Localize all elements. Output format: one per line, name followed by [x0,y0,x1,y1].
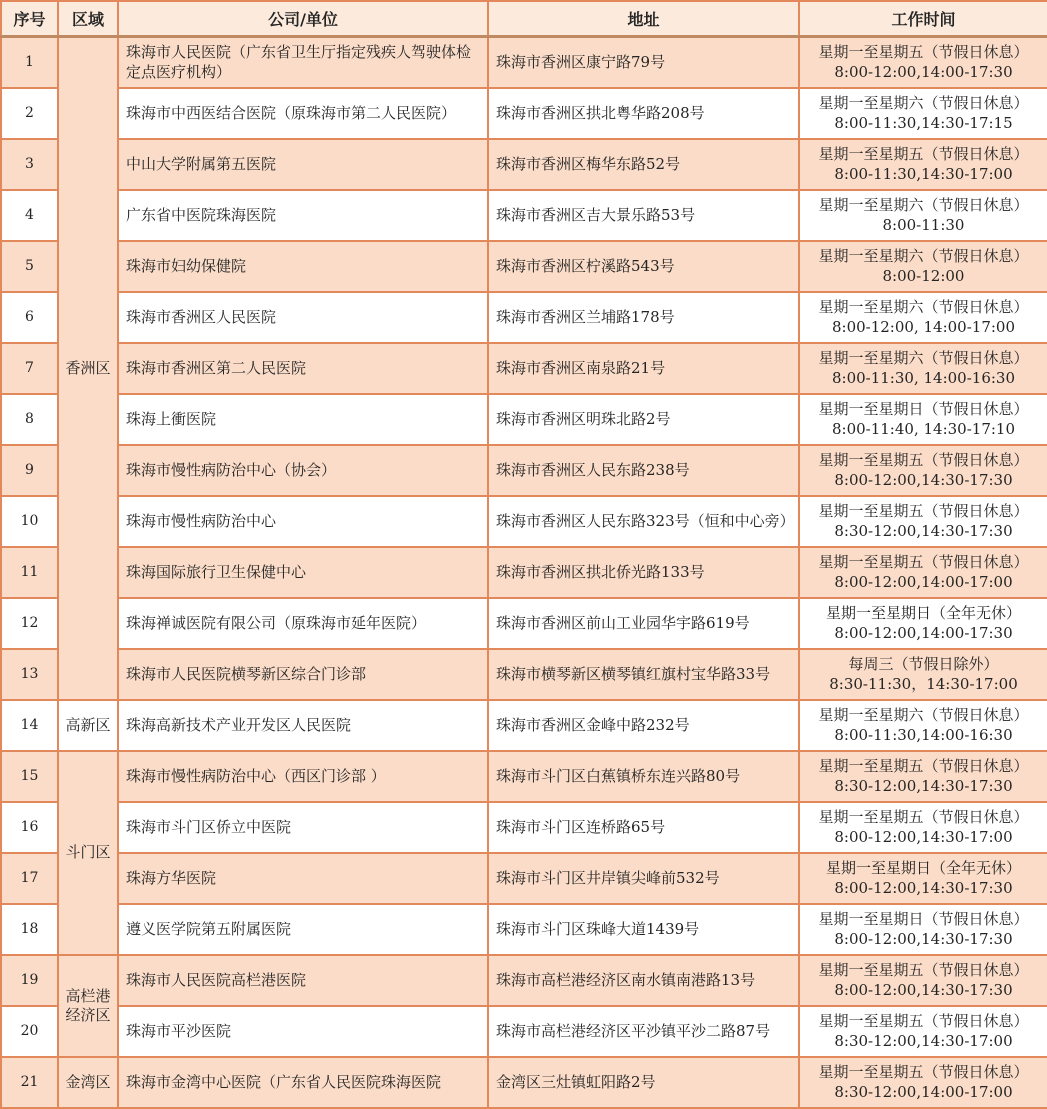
working-hours-text: 8:00-12:00, 14:00-17:00 [831,317,1016,336]
working-days-text: 每周三（节假日除外） [848,655,999,673]
working-hours-text: 8:30-12:00,14:30-17:00 [834,1031,1013,1050]
company-cell: 珠海市人民医院横琴新区综合门诊部 [118,649,488,700]
working-hours-cell [799,853,1047,904]
working-hours-cell [799,496,1047,547]
header-row [1,1,1047,37]
table-body [1,37,1047,1109]
address-cell: 珠海市香洲区柠溪路543号 [488,241,799,292]
table-header [1,1,1047,37]
company-cell: 珠海市妇幼保健院 [118,241,488,292]
table-row [1,598,1047,649]
table-row [1,853,1047,904]
working-hours-text: 8:00-11:40, 14:30-17:10 [831,419,1016,438]
table-row [1,139,1047,190]
table-row [1,445,1047,496]
working-hours-text: 8:00-12:00,14:00-17:30 [834,623,1013,642]
working-hours-cell [799,37,1047,89]
company-cell: 广东省中医院珠海医院 [118,190,488,241]
company-cell: 珠海市香洲区人民医院 [118,292,488,343]
working-hours-text: 8:00-12:00,14:30-17:30 [834,929,1013,948]
working-days-text: 星期一至星期五（节假日休息） [818,1012,1029,1030]
company-cell: 珠海禅诚医院有限公司（原珠海市延年医院） [118,598,488,649]
row-number-cell: 12 [1,598,58,649]
table-row [1,88,1047,139]
company-cell: 珠海市中西医结合医院（原珠海市第二人民医院） [118,88,488,139]
address-cell: 珠海市香洲区梅华东路52号 [488,139,799,190]
row-number-cell: 6 [1,292,58,343]
company-cell: 珠海市慢性病防治中心（协会） [118,445,488,496]
table-row [1,1057,1047,1108]
working-hours-text: 8:30-12:00,14:30-17:30 [834,776,1013,795]
row-number-cell: 8 [1,394,58,445]
company-cell: 珠海国际旅行卫生保健中心 [118,547,488,598]
working-days-text: 星期一至星期六（节假日休息） [818,196,1029,214]
working-days-text: 星期一至星期日（全年无休） [825,859,1021,877]
row-number-cell: 18 [1,904,58,955]
district-cell: 高新区 [58,700,118,751]
table-row [1,547,1047,598]
working-hours-cell [799,649,1047,700]
working-days-text: 星期一至星期五（节假日休息） [818,145,1029,163]
company-cell: 珠海市香洲区第二人民医院 [118,343,488,394]
district-cell: 金湾区 [58,1057,118,1108]
company-cell: 遵义医学院第五附属医院 [118,904,488,955]
row-number-cell: 14 [1,700,58,751]
row-number-cell: 1 [1,37,58,89]
working-days-text: 星期一至星期六（节假日休息） [818,94,1029,112]
company-cell: 珠海市慢性病防治中心（西区门诊部 ） [118,751,488,802]
table-row [1,1006,1047,1057]
company-cell: 珠海市金湾中心医院（广东省人民医院珠海医院 [118,1057,488,1108]
address-cell: 珠海市斗门区白蕉镇桥东连兴路80号 [488,751,799,802]
address-cell: 珠海市香洲区南泉路21号 [488,343,799,394]
working-hours-text: 8:00-12:00,14:30-17:00 [834,827,1013,846]
table-row [1,649,1047,700]
working-hours-text: 8:30-11:30，14:30-17:00 [829,674,1018,693]
address-cell: 金湾区三灶镇虹阳路2号 [488,1057,799,1108]
address-cell: 珠海市香洲区前山工业园华宇路619号 [488,598,799,649]
row-number-cell: 21 [1,1057,58,1108]
col-header-hours: 工作时间 [799,1,1047,37]
working-days-text: 星期一至星期六（节假日休息） [818,349,1029,367]
row-number-cell: 7 [1,343,58,394]
company-cell: 珠海市人民医院高栏港医院 [118,955,488,1006]
row-number-cell: 5 [1,241,58,292]
row-number-cell: 10 [1,496,58,547]
working-hours-cell [799,445,1047,496]
working-days-text: 星期一至星期五（节假日休息） [818,43,1029,61]
company-cell: 中山大学附属第五医院 [118,139,488,190]
working-hours-cell [799,802,1047,853]
row-number-cell: 3 [1,139,58,190]
table-row [1,751,1047,802]
col-header-company: 公司/单位 [118,1,488,37]
district-cell: 高栏港经济区 [58,955,118,1057]
table-row [1,292,1047,343]
row-number-cell: 17 [1,853,58,904]
working-hours-text: 8:00-12:00 [882,266,965,285]
table-row [1,700,1047,751]
table-row [1,955,1047,1006]
address-cell: 珠海市横琴新区横琴镇红旗村宝华路33号 [488,649,799,700]
row-number-cell: 20 [1,1006,58,1057]
address-cell: 珠海市香洲区金峰中路232号 [488,700,799,751]
address-cell: 珠海市高栏港经济区南水镇南港路13号 [488,955,799,1006]
working-hours-cell [799,292,1047,343]
address-cell: 珠海市斗门区连桥路65号 [488,802,799,853]
table-row [1,904,1047,955]
working-hours-text: 8:00-11:30,14:30-17:15 [834,113,1013,132]
working-days-text: 星期一至星期日（节假日休息） [818,910,1029,928]
working-hours-text: 8:00-12:00,14:00-17:00 [834,572,1013,591]
district-cell: 斗门区 [58,751,118,955]
working-hours-cell [799,751,1047,802]
working-hours-cell [799,1057,1047,1108]
company-cell: 珠海高新技术产业开发区人民医院 [118,700,488,751]
table-row [1,190,1047,241]
company-cell: 珠海方华医院 [118,853,488,904]
address-cell: 珠海市香洲区人民东路323号（恒和中心旁） [488,496,799,547]
working-hours-text: 8:00-12:00,14:30-17:30 [834,878,1013,897]
col-header-district: 区域 [58,1,118,37]
working-days-text: 星期一至星期五（节假日休息） [818,451,1029,469]
working-hours-cell [799,700,1047,751]
working-days-text: 星期一至星期六（节假日休息） [818,706,1029,724]
working-days-text: 星期一至星期五（节假日休息） [818,1063,1029,1081]
working-days-text: 星期一至星期五（节假日休息） [818,961,1029,979]
working-days-text: 星期一至星期日（全年无休） [825,604,1021,622]
address-cell: 珠海市香洲区明珠北路2号 [488,394,799,445]
working-hours-cell [799,241,1047,292]
table-row [1,37,1047,89]
row-number-cell: 4 [1,190,58,241]
row-number-cell: 19 [1,955,58,1006]
working-days-text: 星期一至星期日（节假日休息） [818,400,1029,418]
working-days-text: 星期一至星期六（节假日休息） [818,247,1029,265]
row-number-cell: 13 [1,649,58,700]
table-row [1,241,1047,292]
company-cell: 珠海市斗门区侨立中医院 [118,802,488,853]
row-number-cell: 16 [1,802,58,853]
working-hours-text: 8:00-11:30 [882,215,965,234]
working-hours-cell [799,343,1047,394]
col-header-address: 地址 [488,1,799,37]
address-cell: 珠海市斗门区珠峰大道1439号 [488,904,799,955]
working-days-text: 星期一至星期五（节假日休息） [818,757,1029,775]
address-cell: 珠海市香洲区吉大景乐路53号 [488,190,799,241]
working-days-text: 星期一至星期五（节假日休息） [818,502,1029,520]
working-days-text: 星期一至星期五（节假日休息） [818,553,1029,571]
table-row [1,802,1047,853]
company-cell: 珠海市平沙医院 [118,1006,488,1057]
table-row [1,496,1047,547]
working-hours-text: 8:00-12:00,14:00-17:30 [834,62,1013,81]
working-hours-text: 8:00-11:30,14:30-17:00 [834,164,1013,183]
district-cell: 香洲区 [58,37,118,701]
row-number-cell: 2 [1,88,58,139]
row-number-cell: 15 [1,751,58,802]
address-cell: 珠海市香洲区拱北粤华路208号 [488,88,799,139]
working-hours-cell [799,139,1047,190]
working-hours-text: 8:00-12:00,14:30-17:30 [834,980,1013,999]
address-cell: 珠海市斗门区井岸镇尖峰前532号 [488,853,799,904]
table-row [1,394,1047,445]
company-cell: 珠海上衝医院 [118,394,488,445]
working-hours-cell [799,598,1047,649]
col-header-no: 序号 [1,1,58,37]
row-number-cell: 9 [1,445,58,496]
company-cell: 珠海市慢性病防治中心 [118,496,488,547]
row-number-cell: 11 [1,547,58,598]
address-cell: 珠海市香洲区康宁路79号 [488,37,799,89]
working-hours-cell [799,547,1047,598]
working-hours-text: 8:00-11:30,14:00-16:30 [834,725,1013,744]
working-hours-cell [799,88,1047,139]
working-hours-cell [799,1006,1047,1057]
working-hours-text: 8:30-12:00,14:30-17:30 [834,521,1013,540]
working-hours-cell [799,190,1047,241]
working-hours-text: 8:00-11:30, 14:00-16:30 [831,368,1016,387]
working-hours-text: 8:30-12:00,14:00-17:00 [834,1082,1013,1101]
address-cell: 珠海市高栏港经济区平沙镇平沙二路87号 [488,1006,799,1057]
company-cell: 珠海市人民医院（广东省卫生厅指定残疾人驾驶体检定点医疗机构） [118,37,488,89]
working-hours-cell [799,904,1047,955]
table-row [1,343,1047,394]
working-days-text: 星期一至星期五（节假日休息） [818,808,1029,826]
working-hours-cell [799,955,1047,1006]
working-hours-cell [799,394,1047,445]
working-hours-text: 8:00-12:00,14:30-17:30 [834,470,1013,489]
address-cell: 珠海市香洲区人民东路238号 [488,445,799,496]
address-cell: 珠海市香洲区拱北侨光路133号 [488,547,799,598]
address-cell: 珠海市香洲区兰埔路178号 [488,292,799,343]
working-days-text: 星期一至星期六（节假日休息） [818,298,1029,316]
